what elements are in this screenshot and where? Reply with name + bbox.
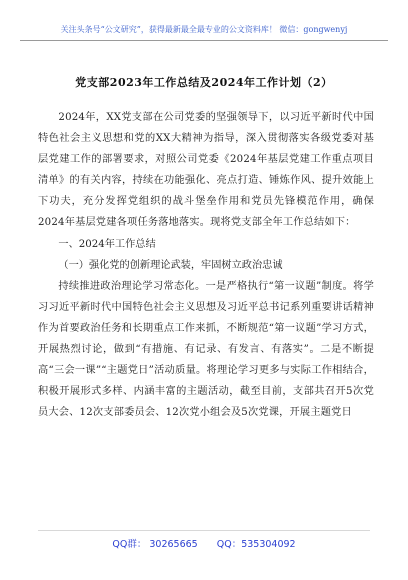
footer-qq: QQ：535304092	[216, 539, 296, 550]
document-title: 党支部2023年工作总结及2024年工作计划（2）	[75, 76, 333, 89]
document-body	[38, 107, 374, 423]
body-paragraph: 持续推进政治理论学习常态化。一是严格执行“第一议题”制度。将学习习近平新时代中国特色社会主义思想及习近平总书记系列重要讲话精神作为首要政治任务和长期重点工作来抓，不断规范“第一议题”学习方式，开展热烈讨论，做到“有措施、有记录、有发言、有落实”。二是不断提高“三会一课”“主题党日”活动质量。将理论学习更多与实际工作相结合，积极开展形式多样、内涵丰富的主题活动，截至目前，支部共召开5次党员大会、12次支部委员会、12次党小组会及5次党课，开展主题党日	[38, 280, 374, 419]
footer	[0, 536, 408, 550]
subsection-heading: （一）强化党的创新理论武装，牢固树立政治忠诚	[58, 259, 283, 271]
intro-paragraph: 2024年，XX党支部在公司党委的坚强领导下，以习近平新时代中国特色社会主义思想和党的XX大精神为指导，深入贯彻落实各级党委对基层党建工作的部署要求，对照公司党委《2024年基层党建工作重点项目清单》的有关内容，持续在功能强化、亮点打造、锤炼作风、提升效能上下功夫，充分发挥党组织的战斗堡垒作用和党员先锋模范作用，确保2024年基层党建各项任务落地落实。现将党支部全年工作总结如下：	[38, 112, 374, 229]
footer-qq-group: QQ群： 30265665	[112, 539, 198, 550]
header-banner: 关注头条号“公文研究”，获得最新最全最专业的公文资料库！ 微信：gongwenyj	[20, 24, 388, 41]
section-heading: 一、2024年工作总结	[58, 238, 156, 250]
footer-divider	[38, 530, 370, 531]
